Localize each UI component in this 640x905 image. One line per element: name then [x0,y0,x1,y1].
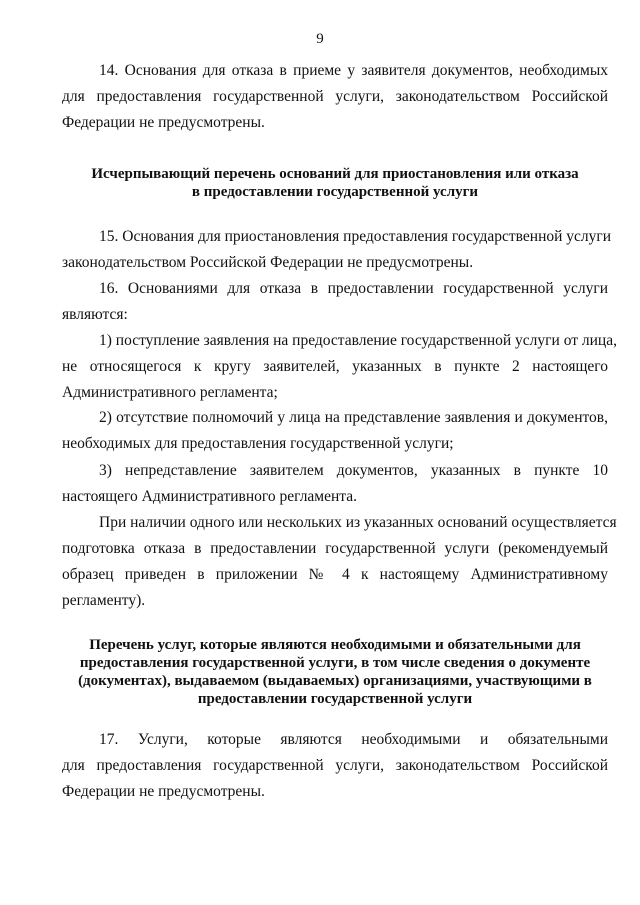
text-line: для предоставления государственной услуги, законодательством Российской [62,88,608,105]
heading-line: (документах), выдаваемом (выдаваемых) организациями, участвующими в [78,673,592,689]
text-line: 1) поступление заявления на предоставление государственной услуги от лица, [99,332,617,349]
list-item-2 [62,405,608,457]
text-line: 3) непредставление заявителем документов, указанных в пункте 10 [99,462,608,479]
text-line: являются: [62,306,128,323]
text-line: Федерации не предусмотрены. [62,114,265,131]
paragraph-refusal [62,510,617,614]
section-heading-services [62,636,608,708]
text-line: для предоставления государственной услуги, законодательством Российской [62,757,608,774]
text-line: Административного регламента; [62,384,278,401]
list-item-1 [62,328,617,406]
text-line: настоящего Административного регламента. [62,488,358,505]
text-line: 15. Основания для приостановления предоставления государственной услуги [99,228,612,245]
heading-line: предоставлении государственной услуги [197,691,473,707]
section-heading-grounds [62,165,608,201]
text-line: необходимых для предоставления государственной услуги; [62,435,454,452]
text-line: 17. Услуги, которые являются необходимыми и обязательными [99,731,608,748]
text-line: образец приведен в приложении № 4 к настоящему Административному [62,566,608,583]
page-number: 9 [316,31,324,47]
text-line: Федерации не предусмотрены. [62,783,265,800]
text-line: 14. Основания для отказа в приеме у заявителя документов, необходимых [99,62,608,79]
text-line: При наличии одного или нескольких из указанных оснований осуществляется [99,514,617,531]
heading-line: предоставления государственной услуги, в том числе сведения о документе [79,655,591,671]
text-line: 16. Основаниями для отказа в предоставлении государственной услуги [99,280,608,297]
paragraph-16 [62,276,608,328]
paragraph-17 [62,727,608,805]
text-line: регламенту). [62,592,146,609]
text-line: 2) отсутствие полномочий у лица на представление заявления и документов, [99,409,608,426]
heading-line: Исчерпывающий перечень оснований для приостановления или отказа [91,166,579,182]
heading-line: Перечень услуг, которые являются необходимыми и обязательными для [89,637,581,653]
heading-line: в предоставлении государственной услуги [191,184,479,200]
text-line: законодательством Российской Федерации не предусмотрены. [62,254,474,271]
paragraph-14 [62,58,608,136]
text-line: подготовка отказа в предоставлении государственной услуги (рекомендуемый [62,540,608,557]
list-item-3 [62,458,608,510]
paragraph-15 [62,224,612,276]
text-line: не относящегося к кругу заявителей, указанных в пункте 2 настоящего [62,358,608,375]
